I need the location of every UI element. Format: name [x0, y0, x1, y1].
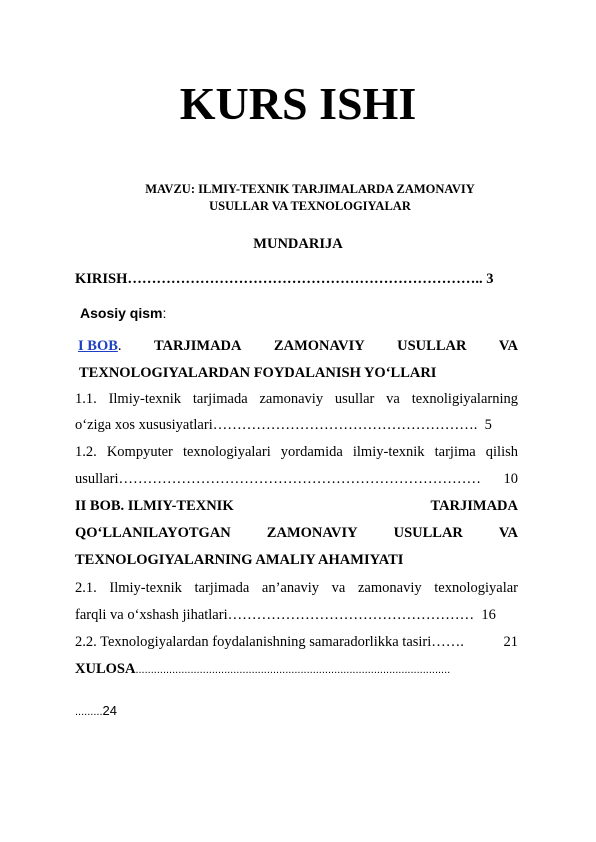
toc-section-1-2-text: usullari…………………………………………………………………: [75, 471, 481, 487]
toc-section-2-2[interactable]: [75, 632, 518, 653]
chapter-1-prefix-dot: .: [117, 338, 122, 354]
toc-section-2-2-text: 2.2. Texnologiyalardan foydalanishning samaradorlikka tasiri…….: [75, 634, 464, 650]
chapter-2-left: II BOB. ILMIY-TEXNIK: [75, 498, 234, 514]
toc-conclusion-dots-2: .........: [75, 706, 103, 718]
toc-conclusion-line-2: [75, 700, 518, 723]
chapter-1-word: ZAMONAVIY: [273, 338, 365, 354]
toc-conclusion-line-1[interactable]: [75, 659, 518, 681]
toc-section-1-1-text: o‘ziga xos xususiyatlari……………………………………………….: [75, 417, 478, 433]
chapter-1-word: USULLAR: [397, 338, 467, 354]
chapter-1-link[interactable]: I BOB: [78, 338, 118, 354]
toc-intro-page: 3: [486, 271, 494, 287]
toc-chapter-2-line-1: [75, 496, 518, 517]
toc-section-1-1-page: 5: [484, 417, 492, 433]
toc-section-1-2-line-2[interactable]: [75, 469, 518, 490]
toc-chapter-1-line-2: TEXNOLOGIYALARDAN FOYDALANISH YO‘LLARI: [79, 365, 437, 381]
main-part-colon: :: [162, 305, 167, 321]
chapter-2-word: QO‘LLANILAYOTGAN: [75, 525, 231, 541]
toc-section-1-2-line-1: 1.2. Kompyuter texnologiyalari yordamida ilmiy-texnik tarjima qilish: [75, 444, 518, 460]
toc-chapter-2-line-3: TEXNOLOGIYALARNING AMALIY AHAMIYATI: [75, 552, 404, 568]
toc-conclusion-page: 24: [102, 703, 117, 718]
toc-section-1-2-page: 10: [503, 471, 518, 487]
toc-intro-dots: ………………………………………………………………..: [127, 271, 483, 287]
chapter-2-word: VA: [498, 525, 518, 541]
contents-heading: MUNDARIJA: [253, 236, 343, 252]
toc-section-2-1-line-1: 2.1. Ilmiy-texnik tarjimada an’anaviy va zamonaviy texnologiyalar: [75, 580, 518, 596]
document-title: KURS ISHI: [179, 78, 417, 129]
main-part-label: Asosiy qism: [80, 305, 163, 321]
toc-section-1-1-line-1: 1.1. Ilmiy-texnik tarjimada zamonaviy usullar va texnoligiyalarning: [75, 391, 518, 407]
toc-section-1-1-line-2[interactable]: [75, 415, 518, 436]
chapter-1-word: VA: [498, 338, 518, 354]
toc-chapter-2-line-2: [75, 523, 518, 544]
topic: [60, 181, 560, 215]
topic-line-1: MAVZU: ILMIY-TEXNIK TARJIMALARDA ZAMONAVIY: [145, 182, 475, 196]
chapter-2-word: USULLAR: [393, 525, 463, 541]
toc-section-2-1-text: farqli va o‘xshash jihatlari……………………………………………: [75, 607, 475, 623]
toc-conclusion-dots: .......................................................................................................: [135, 664, 451, 676]
main-part-heading: [80, 303, 523, 324]
toc-intro[interactable]: [75, 269, 518, 290]
toc-conclusion-label: XULOSA: [75, 661, 136, 677]
chapter-2-word: ZAMONAVIY: [266, 525, 358, 541]
toc-section-2-1-line-2[interactable]: [75, 605, 518, 626]
chapter-2-right: TARJIMADA: [430, 498, 518, 514]
chapter-1-word: TARJIMADA: [153, 338, 242, 354]
toc-intro-label: KIRISH: [75, 271, 128, 287]
toc-chapter-1-line-1: [78, 336, 518, 357]
toc-section-2-1-page: 16: [481, 607, 496, 623]
toc-section-2-2-page: 21: [503, 634, 518, 650]
topic-line-2: USULLAR VA TEXNOLOGIYALAR: [209, 199, 411, 213]
